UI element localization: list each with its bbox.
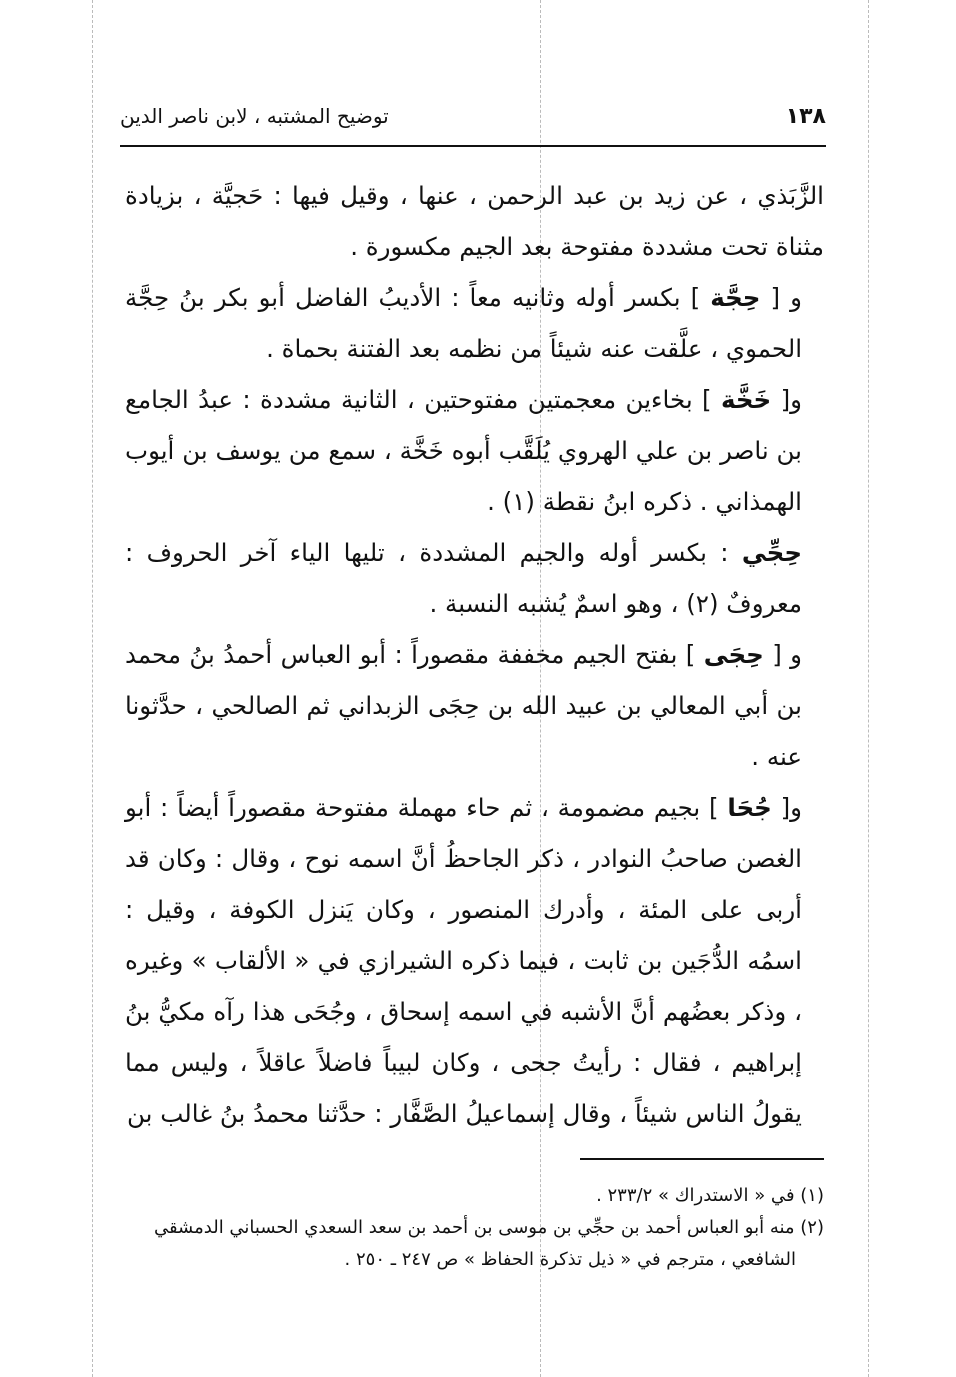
footnote-divider (580, 1158, 824, 1160)
entry-prefix: و [ (763, 640, 803, 669)
entry-prefix: و[ (771, 793, 803, 822)
footnote-2-continuation: الشافعي ، مترجم في « ذيل تذكرة الحفاظ » ص ٢٤٧ ـ ٢٥٠ . (344, 1249, 796, 1270)
footnote-1: (١) في « الاستدراك » ٢٣٣/٢ . (596, 1185, 824, 1206)
entry-text: ] بفتح الجيم مخففة مقصوراً : أبو العباس أحمدُ بنُ محمد بن أبي المعالي بن عبيد الله بن حِجَى الزبداني ثم الصالحي ، حدَّثونا عنه . (125, 640, 802, 771)
entry-headword: حِجِّي (741, 538, 802, 567)
footnotes (125, 1180, 824, 1276)
entry-headword: خَخَّة (721, 385, 772, 414)
entry-text: ] بجيم مضمومة ، ثم حاء مهملة مفتوحة مقصوراً أيضاً : أبو الغصن صاحبُ النوادر ، ذكر الجاحظُ أنَّ اسمه نوح ، وقال : وكان قد أربى على المئة ، وأدرك المنصور ، وكان يَنزل الكوفة ، وقيل : اسمُه الدُّجَين بن ثابت ، فيما ذكره الشيرازي في « الألقاب » وغيره ، وذكر بعضُهم أنَّ الأشبه في اسمه إسحاق ، وجُحَى هذا رآه مكيُّ بنُ إبراهيم ، فقال : رأيتُ جحى ، وكان لبيباً فاضلاً عاقلاً ، وليس مما يقولُ الناس شيئاً ، وقال إسماعيلُ الصَّفَّار : حدَّثنا محمدُ بنُ غالب بن (125, 793, 802, 1128)
paragraph-entry (125, 782, 824, 1139)
entry-text: : بكسر أوله والجيم المشددة ، تليها الياء آخر الحروف : معروفٌ (٢) ، وهو اسمٌ يُشبه النسبة . (125, 538, 802, 618)
entry-prefix: و[ (771, 385, 802, 414)
entry-headword: حِجَى (703, 640, 764, 669)
main-text (125, 170, 824, 1139)
entry-text: ] بكسر أوله وثانيه معاً : الأديبُ الفاضل أبو بكر بنُ حِجَّة الحموي ، علَّقت عنه شيئاً من نظمه بعد الفتنة بحماة . (125, 283, 802, 363)
page-number: ١٣٨ (785, 103, 826, 129)
footnote-2: (٢) منه أبو العباس أحمد بن حجِّي بن موسى بن أحمد بن سعد السعدي الحسباني الدمشقي (153, 1217, 824, 1238)
paragraph-entry (125, 374, 824, 527)
paragraph-text: الزَّبَذي ، عن زيد بن عبد الرحمن ، عنها ، وقيل فيها : حَجيَّة ، بزيادة مثناة تحت مشددة مفتوحة بعد الجيم مكسورة . (125, 181, 824, 261)
paragraph-entry (125, 272, 824, 374)
running-title: توضيح المشتبه ، لابن ناصر الدين (120, 104, 389, 128)
entry-headword: جُحَا (727, 793, 772, 822)
scan-guide-line (868, 0, 869, 1377)
paragraph-entry (125, 629, 824, 782)
paragraph (125, 170, 824, 272)
header-divider (120, 145, 826, 147)
running-header (120, 96, 826, 136)
entry-text: ] بخاءين معجمتين مفتوحتين ، الثانية مشددة : عبدُ الجامع بن ناصر بن علي الهروي يُلَقَّب أبوه خَخَّة ، سمع من يوسف بن أيوب الهمذاني . ذكره ابنُ نقطة (١) . (125, 385, 802, 516)
entry-headword: حِجَّة (710, 283, 761, 312)
scan-guide-line (92, 0, 93, 1377)
paragraph-entry (125, 527, 824, 629)
entry-prefix: و [ (760, 283, 803, 312)
